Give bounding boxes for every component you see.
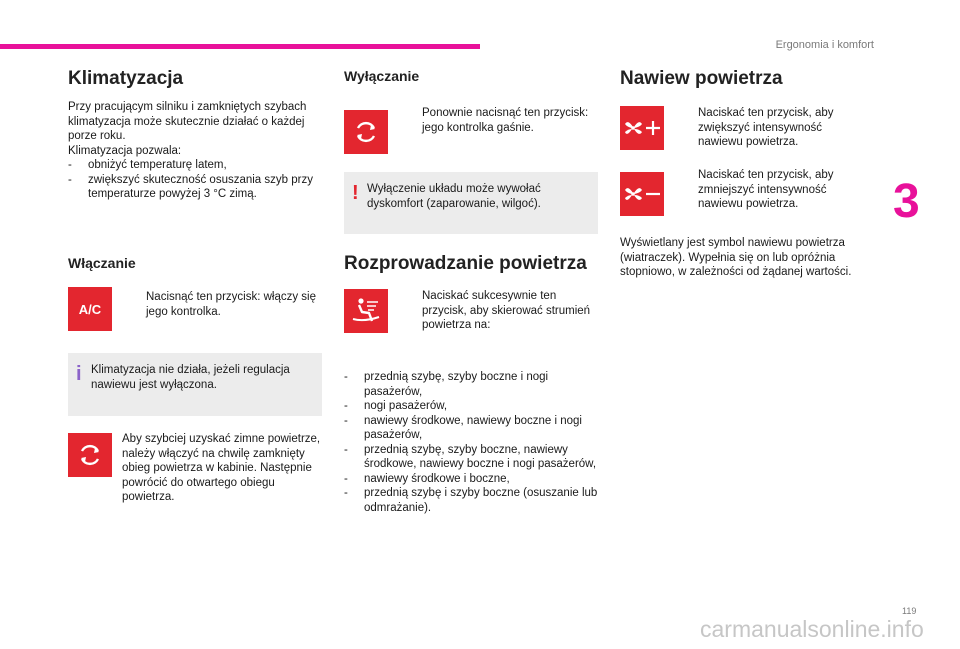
recirculation-icon	[352, 118, 380, 146]
page-number: 119	[902, 606, 917, 616]
fan-minus-text: Naciskać ten przycisk, aby zmniejszyć intensywność nawiewu powietrza.	[698, 169, 834, 210]
info-note-text: Klimatyzacja nie działa, jeżeli regulacja nawiewu jest wyłączona.	[91, 364, 290, 391]
fan-minus-instruction	[674, 168, 864, 212]
list-item: - nawiewy środkowe, nawiewy boczne i nogi pasażerów,	[344, 414, 602, 443]
ac-instruction	[122, 290, 317, 319]
watermark: carmanualsonline.info	[700, 616, 924, 642]
distribution-text: Naciskać sukcesywnie ten przycisk, aby skierować strumień powietrza na:	[422, 290, 591, 331]
recirculation-icon	[76, 441, 104, 469]
rozprowadzanie-heading: Rozprowadzanie powietrza	[344, 253, 587, 274]
list-item: - zwiększyć skuteczność osuszania szyb przy temperaturze powyżej 3 °C zimą.	[68, 173, 328, 202]
intro-text	[68, 100, 328, 202]
wylaczanie-heading: Wyłączanie	[344, 68, 420, 84]
fan-plus-text: Naciskać ten przycisk, aby zwiększyć intensywność nawiewu powietrza.	[698, 107, 834, 148]
fan-plus-button	[620, 106, 664, 150]
list-item: - nawiewy środkowe i boczne,	[344, 472, 602, 487]
recirculation-text: Aby szybciej uzyskać zimne powietrze, należy włączyć na chwilę zamknięty obieg powietrza w kabinie. Następnie powrócić do otwartego obiegu powietrza.	[122, 433, 321, 503]
ac-button	[68, 287, 112, 331]
list-item: - nogi pasażerów,	[344, 399, 602, 414]
header-accent-bar	[0, 44, 480, 49]
ac-icon	[72, 301, 108, 317]
chapter-number: 3	[893, 175, 920, 228]
off-text: Ponownie nacisnąć ten przycisk: jego kontrolka gaśnie.	[422, 107, 589, 134]
warning-note	[344, 172, 598, 234]
intro-list	[68, 158, 328, 202]
warning-note-text: Wyłączenie układu może wywołać dyskomfort (zaparowanie, wilgoć).	[367, 183, 541, 210]
klimatyzacja-heading: Klimatyzacja	[68, 68, 184, 89]
intro-line: porze roku.	[68, 130, 126, 142]
section-title: Ergonomia i komfort	[775, 39, 874, 51]
fan-minus-button	[620, 172, 664, 216]
intro-line: Przy pracującym silniku i zamkniętych szybach	[68, 101, 307, 113]
intro-line: klimatyzacja może skutecznie działać o każdej	[68, 115, 305, 128]
svg-text:A/C: A/C	[78, 302, 102, 317]
air-distribution-icon	[350, 296, 382, 326]
fan-minus-icon	[622, 183, 662, 205]
list-item: - przednią szybę, szyby boczne i nogi pasażerów,	[344, 370, 602, 399]
list-item: - przednią szybę i szyby boczne (osuszanie lub odmrażanie).	[344, 486, 602, 515]
fan-plus-icon	[622, 117, 662, 139]
warning-icon: !	[352, 182, 359, 204]
intro-line: Klimatyzacja pozwala:	[68, 144, 182, 157]
info-icon: i	[76, 363, 82, 385]
fan-plus-instruction	[674, 106, 864, 150]
off-instruction	[398, 106, 593, 135]
nawiew-heading: Nawiew powietrza	[620, 68, 783, 89]
wlaczanie-heading: Włączanie	[68, 255, 136, 271]
fan-footer-text: Wyświetlany jest symbol nawiewu powietrza (wiatraczek). Wypełnia się on lub opróżnia stopniowo, w zależności od żądanej wartości.	[620, 237, 852, 278]
off-button	[344, 110, 388, 154]
ac-text: Nacisnąć ten przycisk: włączy się jego kontrolka.	[146, 291, 316, 318]
list-item: - obniżyć temperaturę latem,	[68, 158, 328, 173]
air-distribution-button	[344, 289, 388, 333]
distribution-list	[344, 370, 602, 515]
distribution-list-block	[344, 370, 602, 515]
info-note	[68, 353, 322, 416]
recirculation-button	[68, 433, 112, 477]
list-item: - przednią szybę, szyby boczne, nawiewy środkowe, nawiewy boczne i nogi pasażerów,	[344, 443, 602, 472]
distribution-instruction	[398, 289, 598, 333]
